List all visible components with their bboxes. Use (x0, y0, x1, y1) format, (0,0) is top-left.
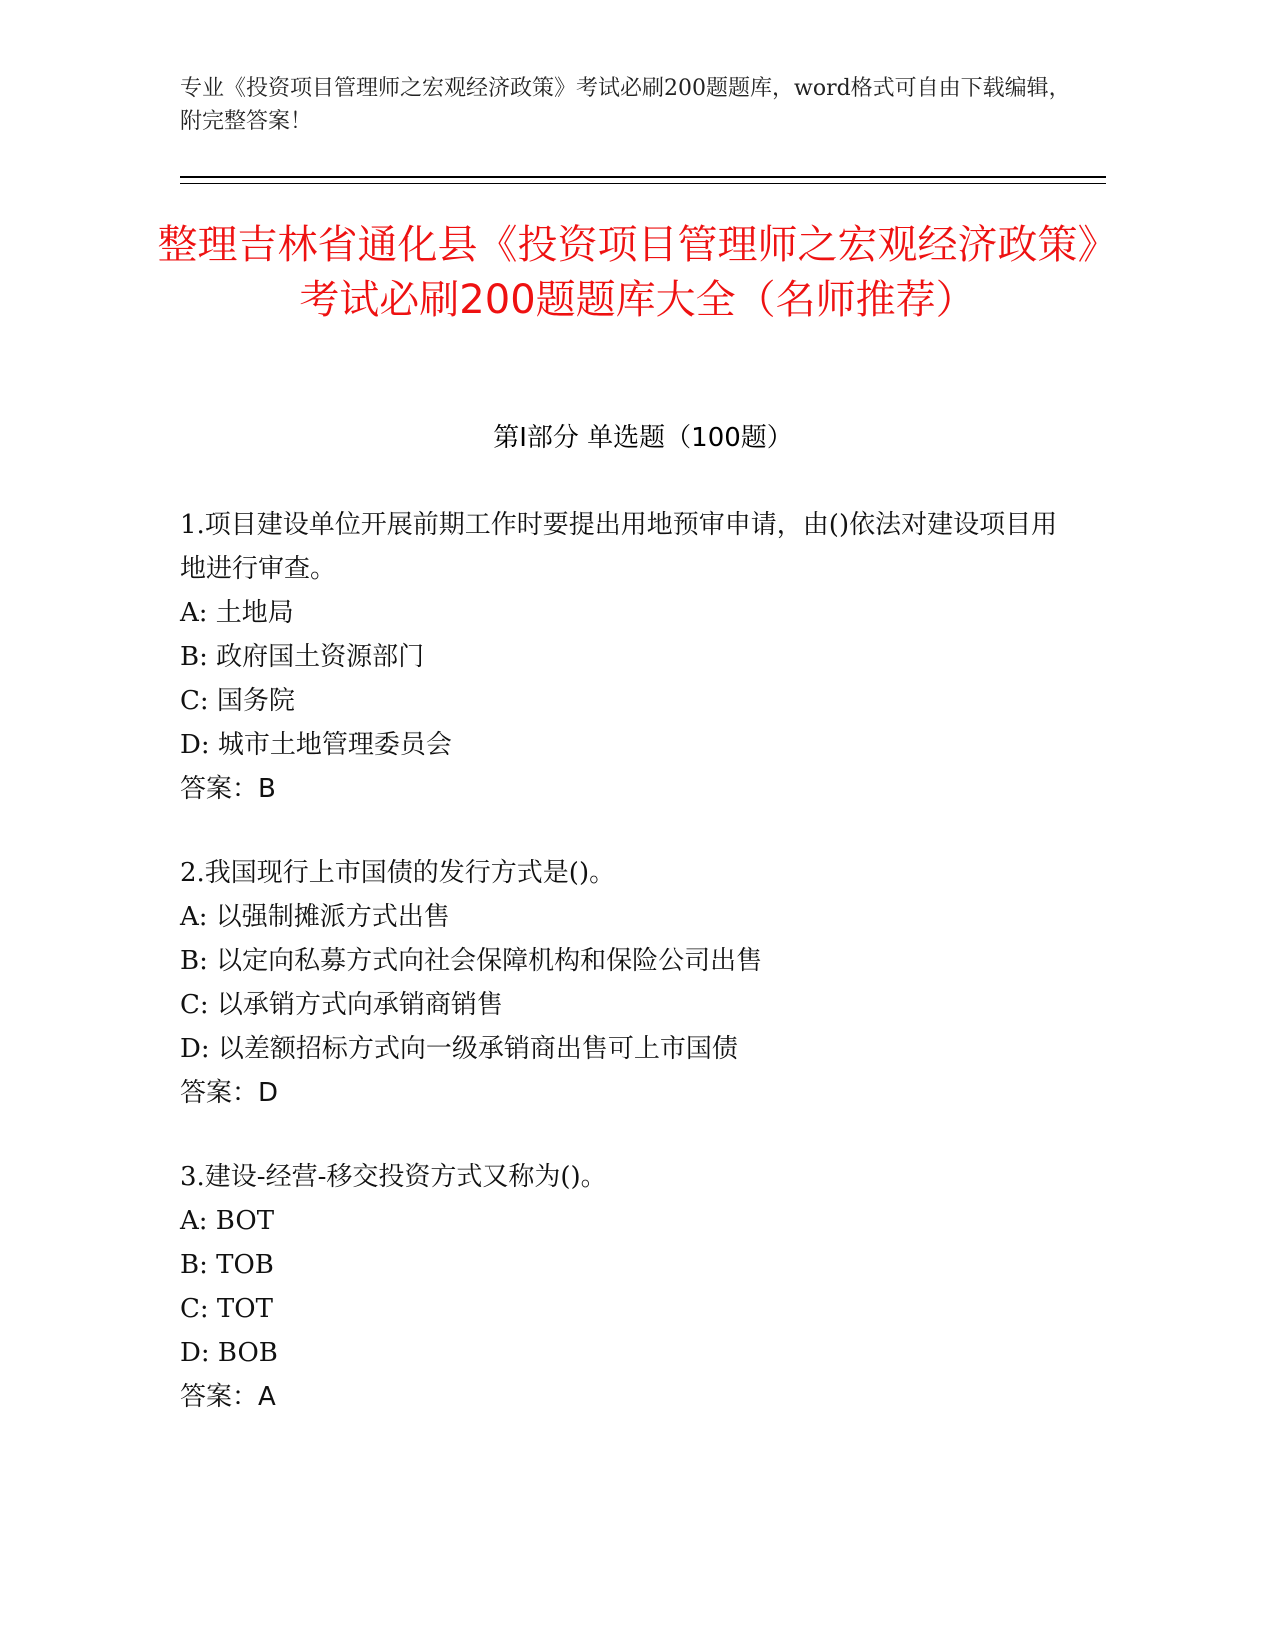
section-title: 第I部分 单选题（100题） (493, 423, 793, 453)
option-b: B: 政府国土资源部门 (180, 642, 425, 672)
answer: 答案：B (180, 774, 276, 804)
question-stem: 1.项目建设单位开展前期工作时要提出用地预审申请，由()依法对建设项目用地进行审查。 (180, 510, 1058, 584)
document-title: 整理吉林省通化县《投资项目管理师之宏观经济政策》考试必刷200题题库大全（名师推荐） (157, 222, 1118, 323)
option-c: C: TOT (180, 1294, 273, 1324)
option-b: B: 以定向私募方式向社会保障机构和保险公司出售 (180, 946, 763, 976)
answer: 答案：A (180, 1382, 276, 1412)
header-divider-thin (180, 183, 1106, 184)
question-1 (180, 503, 1080, 811)
question-stem: 3.建设-经营-移交投资方式又称为()。 (180, 1162, 607, 1192)
option-d: D: BOB (180, 1338, 278, 1368)
option-c: C: 国务院 (180, 686, 295, 716)
option-d: D: 城市土地管理委员会 (180, 730, 452, 760)
header-divider-thick (180, 176, 1106, 178)
option-a: A: 土地局 (180, 598, 294, 628)
question-stem: 2.我国现行上市国债的发行方式是()。 (180, 858, 616, 888)
option-a: A: 以强制摊派方式出售 (180, 902, 450, 932)
option-c: C: 以承销方式向承销商销售 (180, 990, 503, 1020)
question-3 (180, 1155, 1080, 1419)
option-a: A: BOT (180, 1206, 275, 1236)
option-b: B: TOB (180, 1250, 274, 1280)
answer: 答案：D (180, 1078, 279, 1108)
question-2 (180, 851, 1080, 1115)
option-d: D: 以差额招标方式向一级承销商出售可上市国债 (180, 1034, 738, 1064)
header-note: 专业《投资项目管理师之宏观经济政策》考试必刷200题题库，word格式可自由下载编辑，附完整答案！ (180, 76, 1071, 134)
